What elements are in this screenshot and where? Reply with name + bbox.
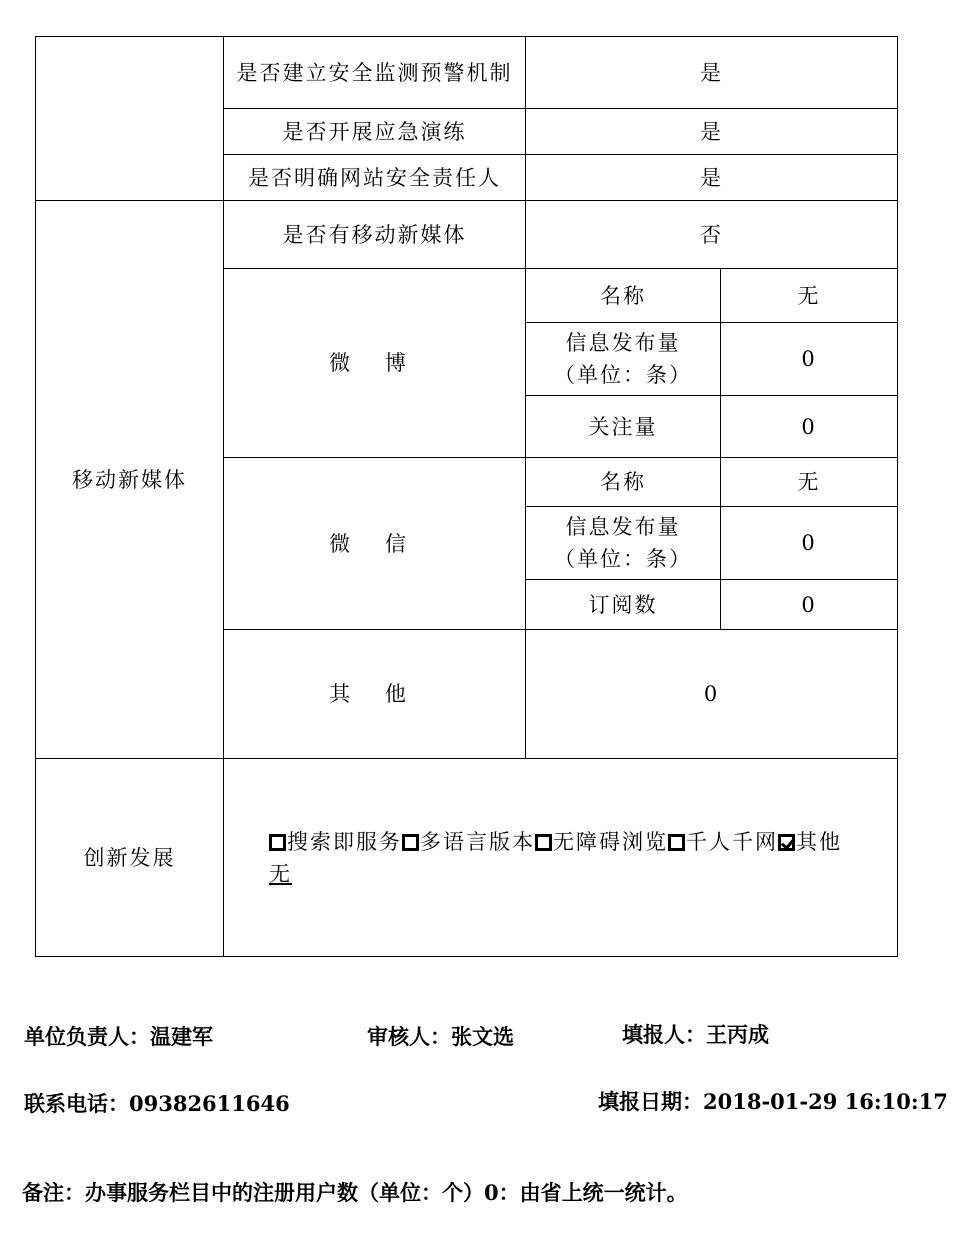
innovation-other-text: 无 xyxy=(269,861,292,886)
wechat-posts-value: 0 xyxy=(721,507,898,580)
checkbox-personalized[interactable] xyxy=(668,834,685,851)
owner-label: 是否明确网站安全责任人 xyxy=(224,155,526,201)
drill-value: 是 xyxy=(526,109,898,155)
reviewer: 审核人：张文选 xyxy=(367,1024,514,1049)
report-table xyxy=(35,36,898,957)
weibo-name-label: 名称 xyxy=(526,269,721,323)
media-section-label: 移动新媒体 xyxy=(36,201,224,759)
option-accessibility: 无障碍浏览 xyxy=(535,830,668,854)
unit-leader: 单位负责人：温建军 xyxy=(24,1024,213,1049)
monitor-value: 是 xyxy=(526,37,898,109)
weibo-follow-value: 0 xyxy=(721,396,898,458)
wechat-name-value: 无 xyxy=(721,458,898,507)
owner-value: 是 xyxy=(526,155,898,201)
option-multilanguage: 多语言版本 xyxy=(402,830,535,854)
reporter: 填报人：王丙成 xyxy=(622,1022,769,1047)
checkbox-search-as-service[interactable] xyxy=(269,834,286,851)
option-personalized: 千人千网 xyxy=(668,830,778,854)
option-other: 其他 xyxy=(778,830,842,854)
report-date: 填报日期：2018-01-29 16:10:17 xyxy=(598,1089,948,1114)
wechat-label: 微 信 xyxy=(224,458,526,630)
option-search-as-service: 搜索即服务 xyxy=(269,830,402,854)
has-media-value: 否 xyxy=(526,201,898,269)
innovation-section-label: 创新发展 xyxy=(36,759,224,957)
other-media-label: 其 他 xyxy=(224,630,526,759)
wechat-subs-label: 订阅数 xyxy=(526,580,721,630)
wechat-posts-label: 信息发布量（单位：条） xyxy=(526,507,721,580)
weibo-label: 微 博 xyxy=(224,269,526,458)
checkbox-accessibility[interactable] xyxy=(535,834,552,851)
remark-note: 备注：办事服务栏目中的注册用户数（单位：个）0：由省上统一统计。 xyxy=(22,1180,688,1205)
innovation-options xyxy=(224,759,898,957)
checkbox-multilanguage[interactable] xyxy=(402,834,419,851)
has-media-label: 是否有移动新媒体 xyxy=(224,201,526,269)
wechat-name-label: 名称 xyxy=(526,458,721,507)
weibo-posts-value: 0 xyxy=(721,323,898,396)
weibo-follow-label: 关注量 xyxy=(526,396,721,458)
other-media-value: 0 xyxy=(526,630,898,759)
monitor-label: 是否建立安全监测预警机制 xyxy=(224,37,526,109)
drill-label: 是否开展应急演练 xyxy=(224,109,526,155)
checkbox-other[interactable] xyxy=(778,834,795,851)
weibo-name-value: 无 xyxy=(721,269,898,323)
contact-phone: 联系电话：09382611646 xyxy=(24,1091,290,1116)
security-section-cell xyxy=(36,37,224,201)
wechat-subs-value: 0 xyxy=(721,580,898,630)
weibo-posts-label: 信息发布量（单位：条） xyxy=(526,323,721,396)
